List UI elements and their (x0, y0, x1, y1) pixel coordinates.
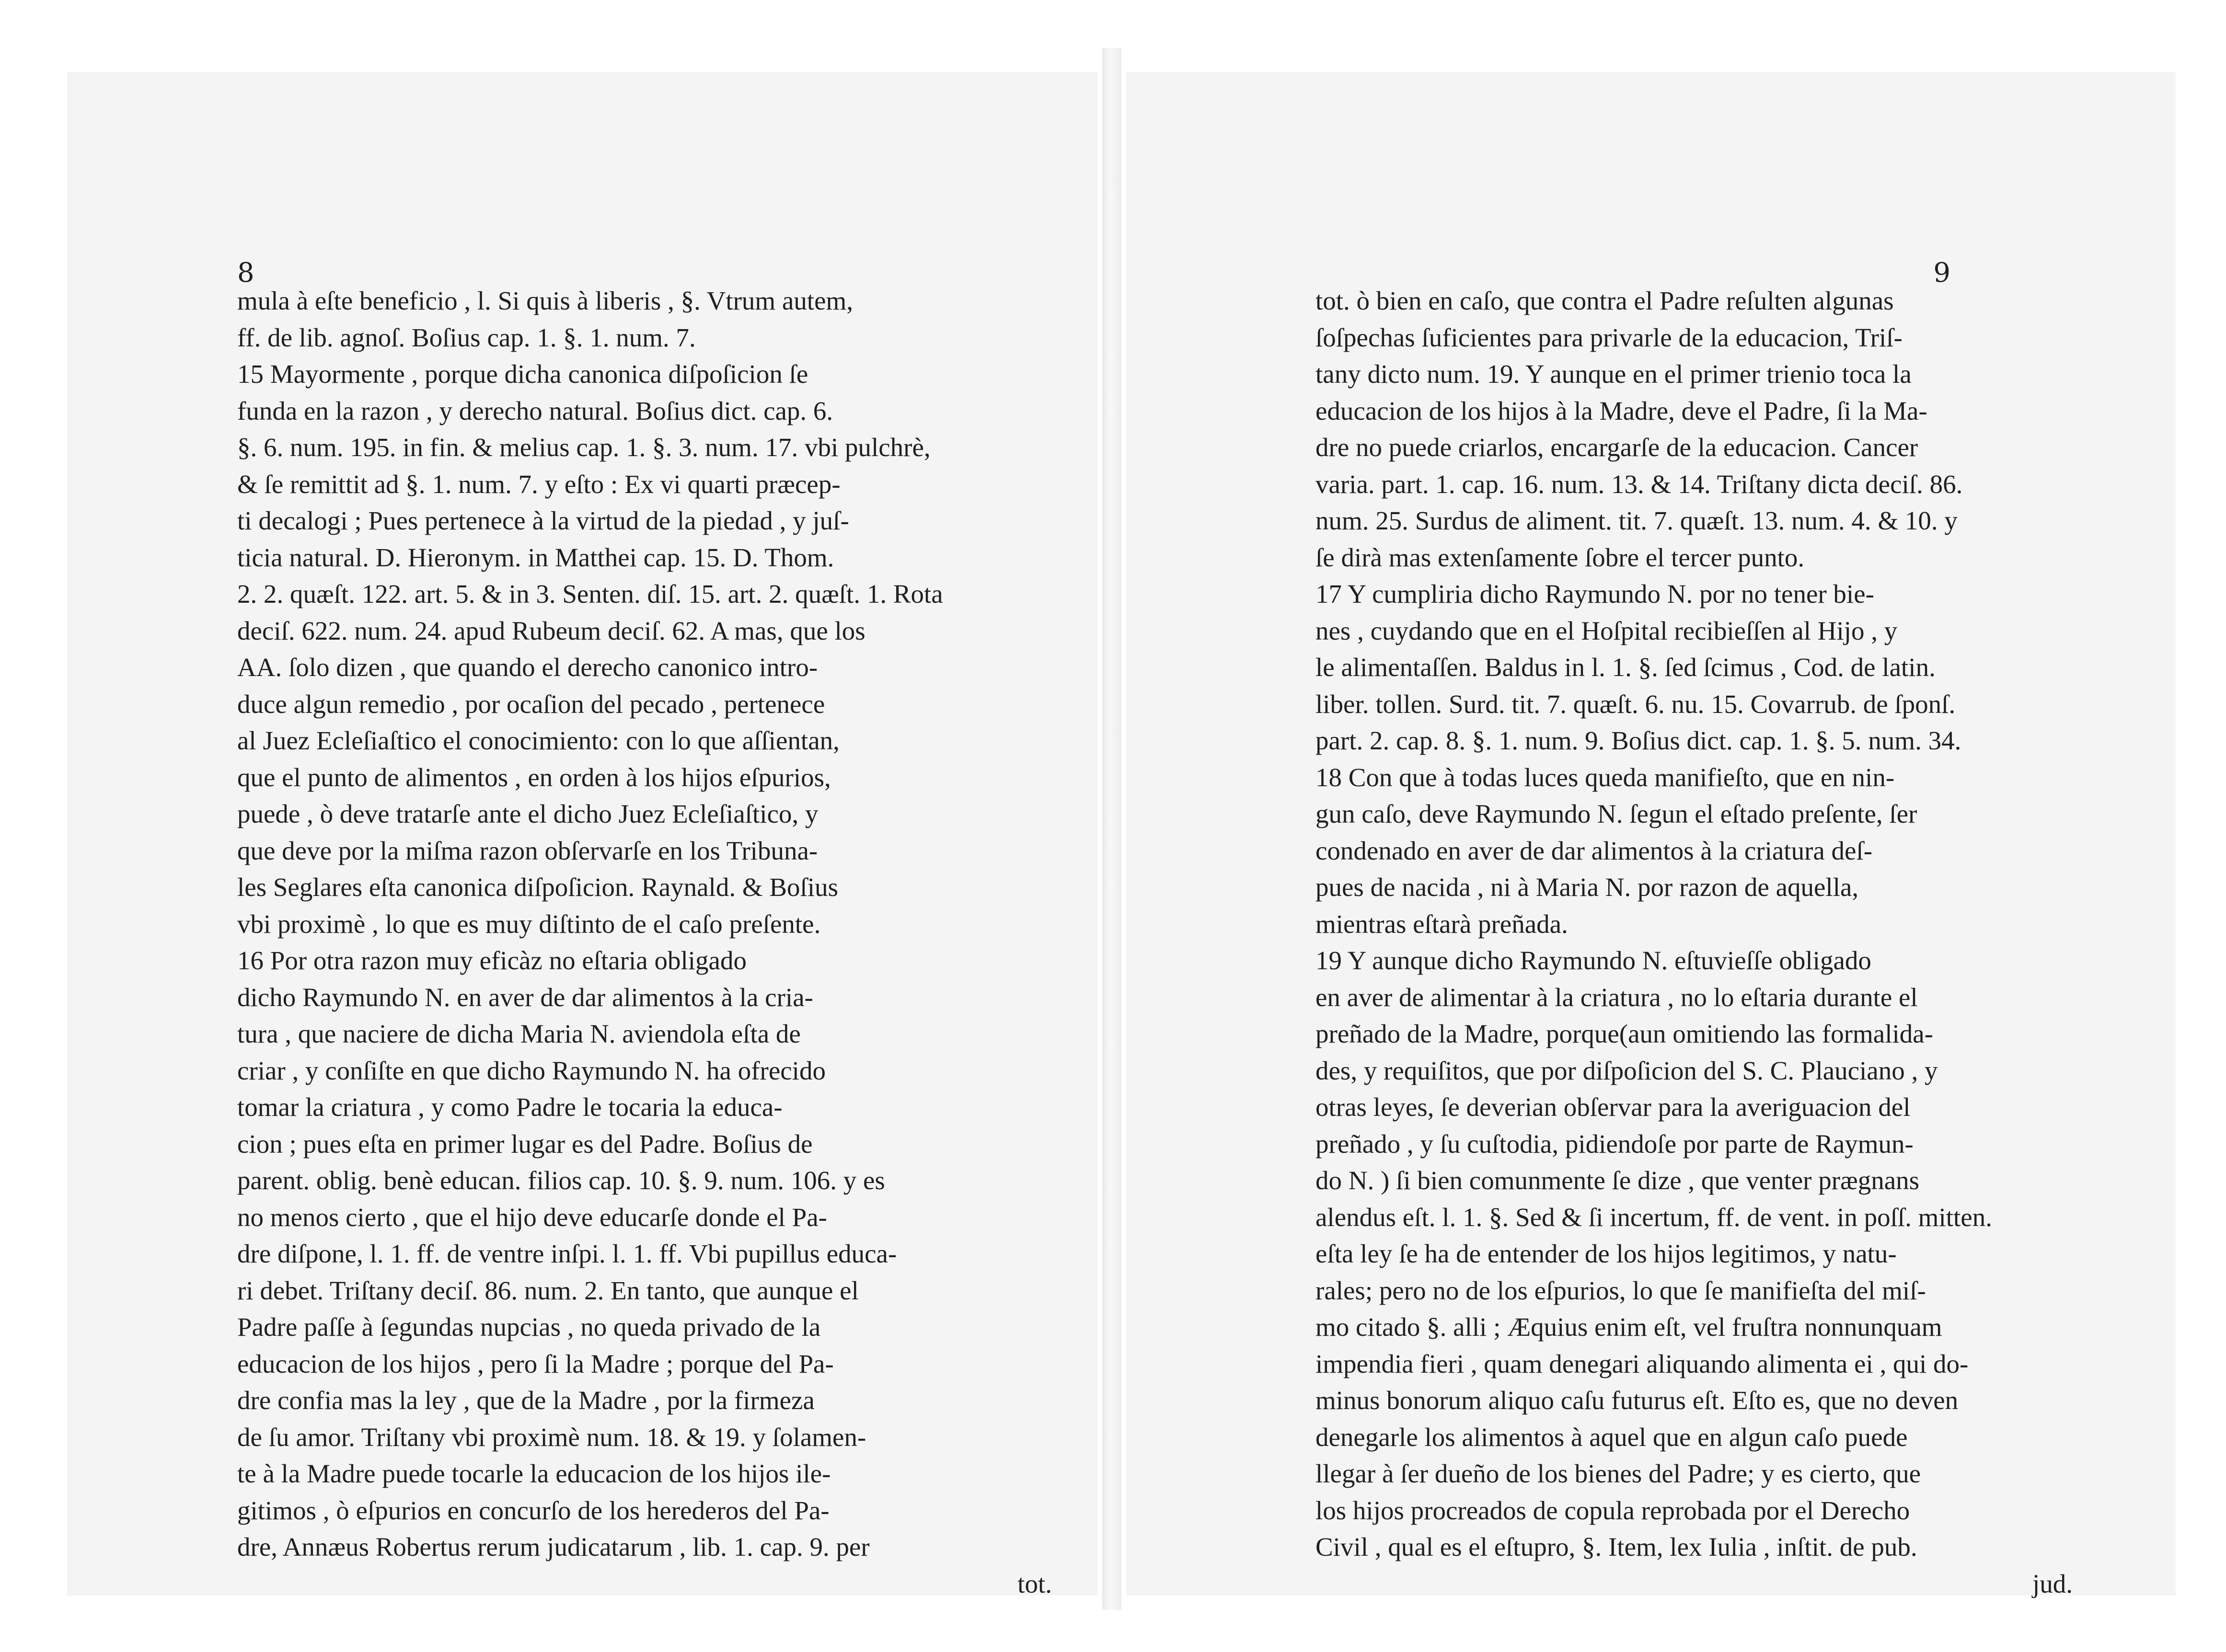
text-line: 19 Y aunque dicho Raymundo N. eſtuvieſſe obligado (1315, 946, 1871, 975)
text-line: gitimos , ò eſpurios en concurſo de los herederos del Pa- (237, 1495, 830, 1525)
text-line: & ſe remittit ad §. 1. num. 7. y eſto : Ex vi quarti præcep- (237, 469, 841, 499)
text-line: ſe dirà mas extenſamente ſobre el tercer punto. (1315, 542, 1805, 572)
text-line: le alimentaſſen. Baldus in l. 1. §. ſed ſcimus , Cod. de latin. (1315, 653, 1936, 682)
text-line: deciſ. 622. num. 24. apud Rubeum deciſ. 62. A mas, que los (237, 616, 865, 645)
text-line: minus bonorum aliquo caſu futurus eſt. Eſto es, que no deven (1315, 1386, 1959, 1415)
text-line: tura , que naciere de dicha Maria N. aviendola eſta de (237, 1019, 801, 1048)
text-line: parent. oblig. benè educan. filios cap. 10. §. 9. num. 106. y es (237, 1166, 885, 1195)
text-line: te à la Madre puede tocarle la educacion de los hijos ile- (237, 1459, 831, 1488)
text-line: ticia natural. D. Hieronym. in Matthei cap. 15. D. Thom. (237, 542, 834, 572)
text-line: Padre paſſe à ſegundas nupcias , no queda privado de la (237, 1312, 821, 1342)
text-line: duce algun remedio , por ocaſion del pecado , pertenece (237, 689, 825, 719)
text-line: les Seglares eſta canonica diſpoſicion. Raynald. & Boſius (237, 872, 839, 902)
text-line: dre diſpone, l. 1. ff. de ventre inſpi. l. 1. ff. Vbi pupillus educa- (237, 1239, 897, 1268)
text-line: preñado , y ſu cuſtodia, pidiendoſe por parte de Raymun- (1315, 1129, 1914, 1159)
text-line: preñado de la Madre, porque(aun omitiendo las formalida- (1315, 1019, 1933, 1048)
text-line: dicho Raymundo N. en aver de dar alimentos à la cria- (237, 982, 813, 1012)
text-line: ti decalogi ; Pues pertenece à la virtud de la piedad , y juſ- (237, 506, 849, 535)
page-number: 9 (1933, 257, 1950, 288)
page-text (1315, 283, 2073, 1602)
text-line: AA. ſolo dizen , que quando el derecho canonico intro- (237, 653, 818, 682)
text-line: ſoſpechas ſuficientes para privarle de la educacion, Triſ- (1315, 322, 1903, 352)
text-line: impendia fieri , quam denegari aliquando alimenta ei , qui do- (1315, 1349, 1969, 1378)
text-line: otras leyes, ſe deverian obſervar para la averiguacion del (1315, 1092, 1911, 1122)
text-line: 17 Y cumpliria dicho Raymundo N. por no tener bie- (1315, 579, 1874, 608)
text-line: tany dicto num. 19. Y aunque en el primer trienio toca la (1315, 359, 1912, 389)
text-line: mientras eſtarà preñada. (1315, 909, 1568, 939)
text-line: dre, Annæus Robertus rerum judicatarum , lib. 1. cap. 9. per (237, 1532, 870, 1561)
text-line: §. 6. num. 195. in fin. & melius cap. 1. §. 3. num. 17. vbi pulchrè, (237, 433, 931, 462)
text-line: los hijos procreados de copula reprobada por el Derecho (1315, 1495, 1910, 1525)
text-line: dre confia mas la ley , que de la Madre , por la firmeza (237, 1386, 815, 1415)
text-line: dre no puede criarlos, encargarſe de la educacion. Cancer (1315, 433, 1918, 462)
text-line: de ſu amor. Triſtany vbi proximè num. 18. & 19. y ſolamen- (237, 1422, 866, 1452)
text-line: 2. 2. quæſt. 122. art. 5. & in 3. Senten. diſ. 15. art. 2. quæſt. 1. Rota (237, 579, 943, 608)
text-line: do N. ) ſi bien comunmente ſe dize , que venter prægnans (1315, 1166, 1920, 1195)
text-line: educacion de los hijos à la Madre, deve el Padre, ſi la Ma- (1315, 396, 1927, 425)
text-line: educacion de los hijos , pero ſi la Madre ; porque del Pa- (237, 1349, 834, 1378)
text-line: ri debet. Triſtany deciſ. 86. num. 2. En tanto, que aunque el (237, 1275, 859, 1305)
text-line: alendus eſt. l. 1. §. Sed & ſi incertum, ff. de vent. in poſſ. mitten. (1315, 1202, 1992, 1232)
text-line: 18 Con que à todas luces queda manifieſto, que en nin- (1315, 762, 1895, 792)
text-line: criar , y conſiſte en que dicho Raymundo N. ha ofrecido (237, 1055, 826, 1085)
text-line: des, y requiſitos, que por diſpoſicion del S. C. Plauciano , y (1315, 1055, 1938, 1085)
text-line: condenado en aver de dar alimentos à la criatura deſ- (1315, 836, 1873, 865)
text-line: varia. part. 1. cap. 16. num. 13. & 14. Triſtany dicta deciſ. 86. (1315, 469, 1963, 499)
text-line: en aver de alimentar à la criatura , no lo eſtaria durante el (1315, 982, 1918, 1012)
text-line: tot. ò bien en caſo, que contra el Padre reſulten algunas (1315, 286, 1894, 315)
text-line: rales; pero no de los eſpurios, lo que ſe manifieſta del miſ- (1315, 1275, 1926, 1305)
book-gutter (1102, 48, 1121, 1610)
text-line: Civil , qual es el eſtupro, §. Item, lex Iulia , inſtit. de pub. (1315, 1532, 1917, 1561)
page-text (237, 283, 1052, 1602)
text-line: pues de nacida , ni à Maria N. por razon de aquella, (1315, 872, 1859, 902)
text-line: 15 Mayormente , porque dicha canonica diſpoſicion ſe (237, 359, 808, 389)
text-line: que el punto de alimentos , en orden à los hijos eſpurios, (237, 762, 831, 792)
text-line: al Juez Ecleſiaſtico el conocimiento: con lo que aſſientan, (237, 726, 840, 755)
text-line: tomar la criatura , y como Padre le tocaria la educa- (237, 1092, 783, 1122)
right-page (1126, 72, 2176, 1598)
catchword: jud. (2032, 1569, 2073, 1598)
text-line: eſta ley ſe ha de entender de los hijos legitimos, y natu- (1315, 1239, 1897, 1268)
text-line: nes , cuydando que en el Hoſpital recibieſſen al Hijo , y (1315, 616, 1898, 645)
text-line: puede , ò deve tratarſe ante el dicho Juez Ecleſiaſtico, y (237, 799, 819, 828)
text-line: 16 Por otra razon muy eficàz no eſtaria obligado (237, 946, 747, 975)
text-line: part. 2. cap. 8. §. 1. num. 9. Boſius dict. cap. 1. §. 5. num. 34. (1315, 726, 1961, 755)
text-line: llegar à ſer dueño de los bienes del Padre; y es cierto, que (1315, 1459, 1921, 1488)
text-line: funda en la razon , y derecho natural. Boſius dict. cap. 6. (237, 396, 833, 425)
text-line: cion ; pues eſta en primer lugar es del Padre. Boſius de (237, 1129, 813, 1159)
page-number: 8 (237, 257, 254, 288)
left-page (67, 72, 1097, 1598)
text-line: vbi proximè , lo que es muy diſtinto de el caſo preſente. (237, 909, 821, 939)
text-line: que deve por la miſma razon obſervarſe en los Tribuna- (237, 836, 818, 865)
text-line: mo citado §. alli ; Æquius enim eſt, vel fruſtra nonnunquam (1315, 1312, 1942, 1342)
catchword: tot. (1017, 1569, 1052, 1598)
text-line: no menos cierto , que el hijo deve educarſe donde el Pa- (237, 1202, 827, 1232)
text-line: liber. tollen. Surd. tit. 7. quæſt. 6. nu. 15. Covarrub. de ſponſ. (1315, 689, 1956, 719)
text-line: num. 25. Surdus de aliment. tit. 7. quæſt. 13. num. 4. & 10. y (1315, 506, 1958, 535)
text-line: ff. de lib. agnoſ. Boſius cap. 1. §. 1. num. 7. (237, 322, 696, 352)
text-line: gun caſo, deve Raymundo N. ſegun el eſtado preſente, ſer (1315, 799, 1917, 828)
text-line: denegarle los alimentos à aquel que en algun caſo puede (1315, 1422, 1908, 1452)
text-line: mula à eſte beneficio , l. Si quis à liberis , §. Vtrum autem, (237, 286, 853, 315)
